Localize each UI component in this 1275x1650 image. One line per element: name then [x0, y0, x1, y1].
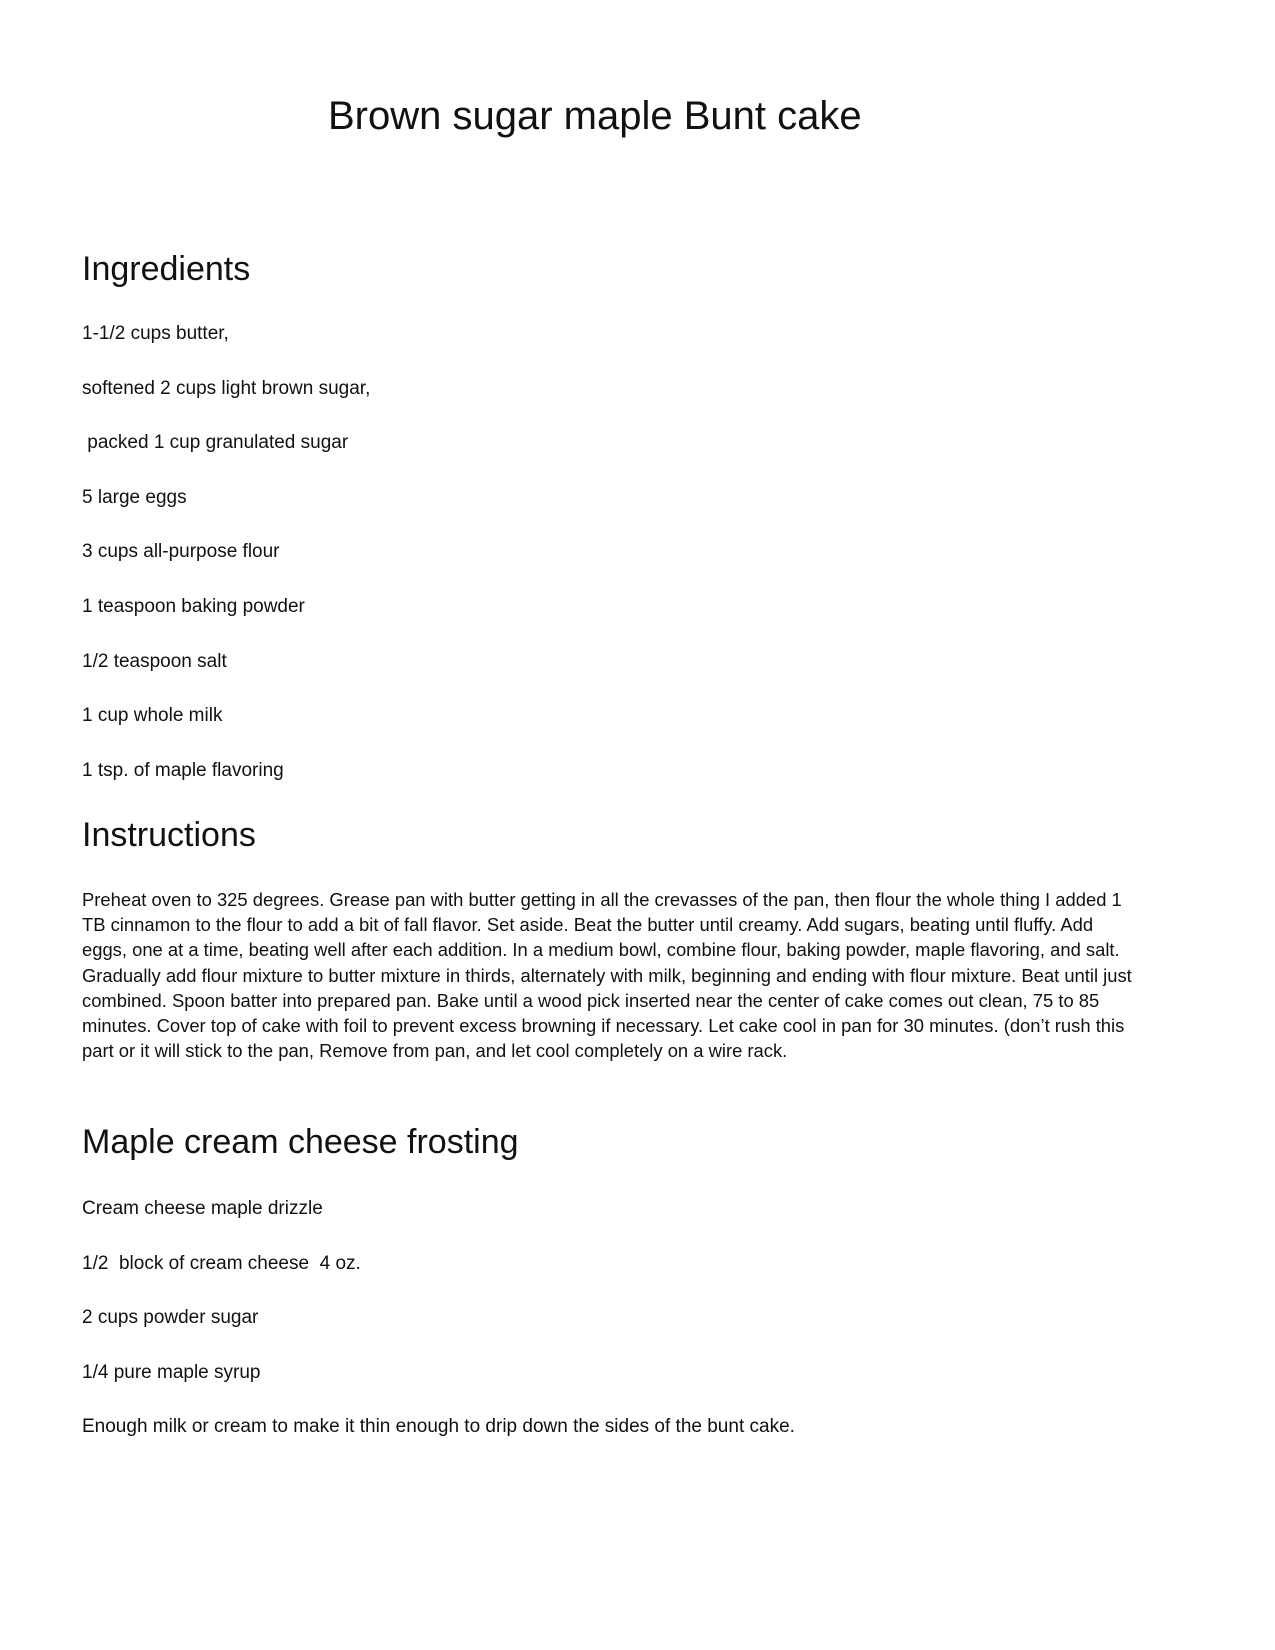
ingredient-item: 1 teaspoon baking powder: [82, 595, 305, 617]
frosting-list: [82, 1197, 795, 1470]
frosting-item: Enough milk or cream to make it thin enough to drip down the sides of the bunt cake.: [82, 1416, 795, 1438]
page-title: Brown sugar maple Bunt cake: [328, 94, 862, 138]
ingredient-item: packed 1 cup granulated sugar: [82, 432, 349, 454]
instructions-paragraph: Preheat oven to 325 degrees. Grease pan with butter getting in all the crevasses of the pan, then flour the whole thing I added 1 TB cinnamon to the flour to add a bit of fall flavor. Set aside. Beat the butter until creamy. Add sugars, beating until fluffy. Add eggs, one at a time, beating well after each addition. In a medium bowl, combine flour, baking powder, maple flavoring, and salt. Gradually add flour mixture to butter mixture in thirds, alternately with milk, beginning and ending with flour mixture. Beat until just combined. Spoon batter into prepared pan. Bake until a wood pick inserted near the center of cake comes out clean, 75 to 85 minutes. Cover top of cake with foil to prevent excess browning if necessary. Let cake cool in pan for 30 minutes. (don’t rush this part or it will stick to the pan, Remove from pan, and let cool completely on a wire rack.: [82, 889, 1132, 1062]
ingredient-item: 1/2 teaspoon salt: [82, 650, 227, 672]
frosting-item: 1/4 pure maple syrup: [82, 1361, 261, 1383]
ingredient-item: 1-1/2 cups butter,: [82, 323, 229, 344]
frosting-item: 2 cups powder sugar: [82, 1307, 259, 1329]
ingredient-item: 1 cup whole milk: [82, 705, 223, 727]
ingredients-heading: Ingredients: [82, 250, 251, 288]
ingredient-item: 1 tsp. of maple flavoring: [82, 759, 284, 781]
ingredient-item: 3 cups all-purpose flour: [82, 541, 280, 563]
ingredients-list: [82, 322, 370, 813]
frosting-item: Cream cheese maple drizzle: [82, 1198, 323, 1219]
ingredient-item: 5 large eggs: [82, 486, 187, 508]
frosting-heading: Maple cream cheese frosting: [82, 1123, 519, 1161]
instructions-heading: Instructions: [82, 816, 256, 854]
ingredient-item: softened 2 cups light brown sugar,: [82, 377, 371, 399]
frosting-item: 1/2 block of cream cheese 4 oz.: [82, 1252, 361, 1274]
